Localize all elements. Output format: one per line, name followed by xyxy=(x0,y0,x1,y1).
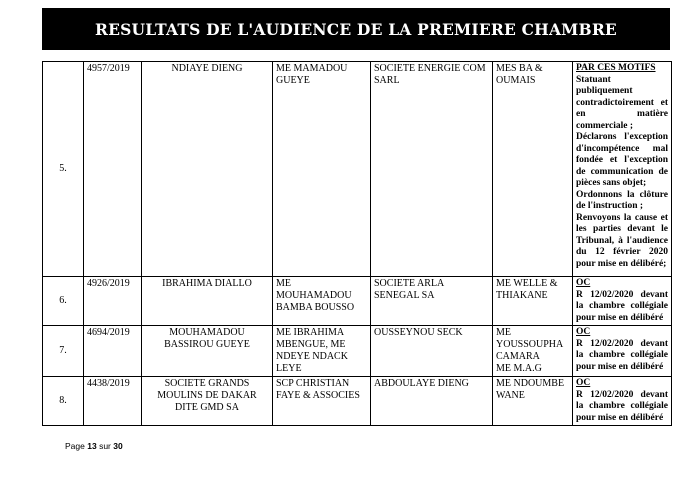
decision-cell xyxy=(573,62,672,277)
decision-cell xyxy=(573,326,672,377)
row-number: 6. xyxy=(43,277,84,326)
table-row xyxy=(43,62,672,277)
decision-text: Statuant publiquement contradictoirement et en matière commerciale ; Déclarons l'exception d'incompétence mal fondée et l'exception de communication de pièces sans objet; Ordonnons la clôture de l'instruction ; Renvoyons la cause et les parties devant le Tribunal, à l'audience du 12 février 2020 pour mise en délibéré; xyxy=(576,74,668,269)
plaintiff: MOUHAMADOU BASSIROU GUEYE xyxy=(142,326,273,377)
row-number: 5. xyxy=(43,62,84,277)
page-number: 13 xyxy=(87,441,97,451)
table-row xyxy=(43,377,672,426)
defendant-lawyer: ME YOUSSOUPHA CAMARA ME M.A.G xyxy=(493,326,573,377)
plaintiff: SOCIETE GRANDS MOULINS DE DAKAR DITE GMD SA xyxy=(142,377,273,426)
page-footer xyxy=(65,441,123,451)
plaintiff-lawyer: ME MOUHAMADOU BAMBA BOUSSO xyxy=(273,277,371,326)
page-separator: sur xyxy=(99,441,111,451)
case-number: 4438/2019 xyxy=(84,377,142,426)
page-title: RESULTATS DE L'AUDIENCE DE LA PREMIERE CHAMBRE xyxy=(95,19,617,39)
decision-text: R 12/02/2020 devant la chambre collégiale pour mise en délibéré xyxy=(576,289,668,323)
case-number: 4926/2019 xyxy=(84,277,142,326)
decision-title: OC xyxy=(576,378,591,388)
defendant-lawyer: ME NDOUMBE WANE xyxy=(493,377,573,426)
table-row xyxy=(43,326,672,377)
decision-title: OC xyxy=(576,278,591,288)
decision-cell xyxy=(573,277,672,326)
case-number: 4694/2019 xyxy=(84,326,142,377)
defendant: OUSSEYNOU SECK xyxy=(371,326,493,377)
page-total: 30 xyxy=(113,441,123,451)
page-label: Page xyxy=(65,441,85,451)
defendant: SOCIETE ARLA SENEGAL SA xyxy=(371,277,493,326)
decision-cell xyxy=(573,377,672,426)
plaintiff-lawyer: SCP CHRISTIAN FAYE & ASSOCIES xyxy=(273,377,371,426)
row-number: 7. xyxy=(43,326,84,377)
row-number: 8. xyxy=(43,377,84,426)
page-title-banner xyxy=(42,8,670,50)
plaintiff-lawyer: ME MAMADOU GUEYE xyxy=(273,62,371,277)
plaintiff-lawyer: ME IBRAHIMA MBENGUE, ME NDEYE NDACK LEYE xyxy=(273,326,371,377)
table-row xyxy=(43,277,672,326)
case-number: 4957/2019 xyxy=(84,62,142,277)
plaintiff: IBRAHIMA DIALLO xyxy=(142,277,273,326)
plaintiff: NDIAYE DIENG xyxy=(142,62,273,277)
decision-text: R 12/02/2020 devant la chambre collégiale pour mise en délibéré xyxy=(576,338,668,372)
defendant-lawyer: ME WELLE & THIAKANE xyxy=(493,277,573,326)
hearing-results-table xyxy=(42,61,672,426)
decision-text: R 12/02/2020 devant la chambre collégiale pour mise en délibéré xyxy=(576,389,668,423)
decision-title: PAR CES MOTIFS xyxy=(576,63,656,73)
defendant: ABDOULAYE DIENG xyxy=(371,377,493,426)
defendant: SOCIETE ENERGIE COM SARL xyxy=(371,62,493,277)
decision-title: OC xyxy=(576,327,591,337)
defendant-lawyer: MES BA & OUMAIS xyxy=(493,62,573,277)
